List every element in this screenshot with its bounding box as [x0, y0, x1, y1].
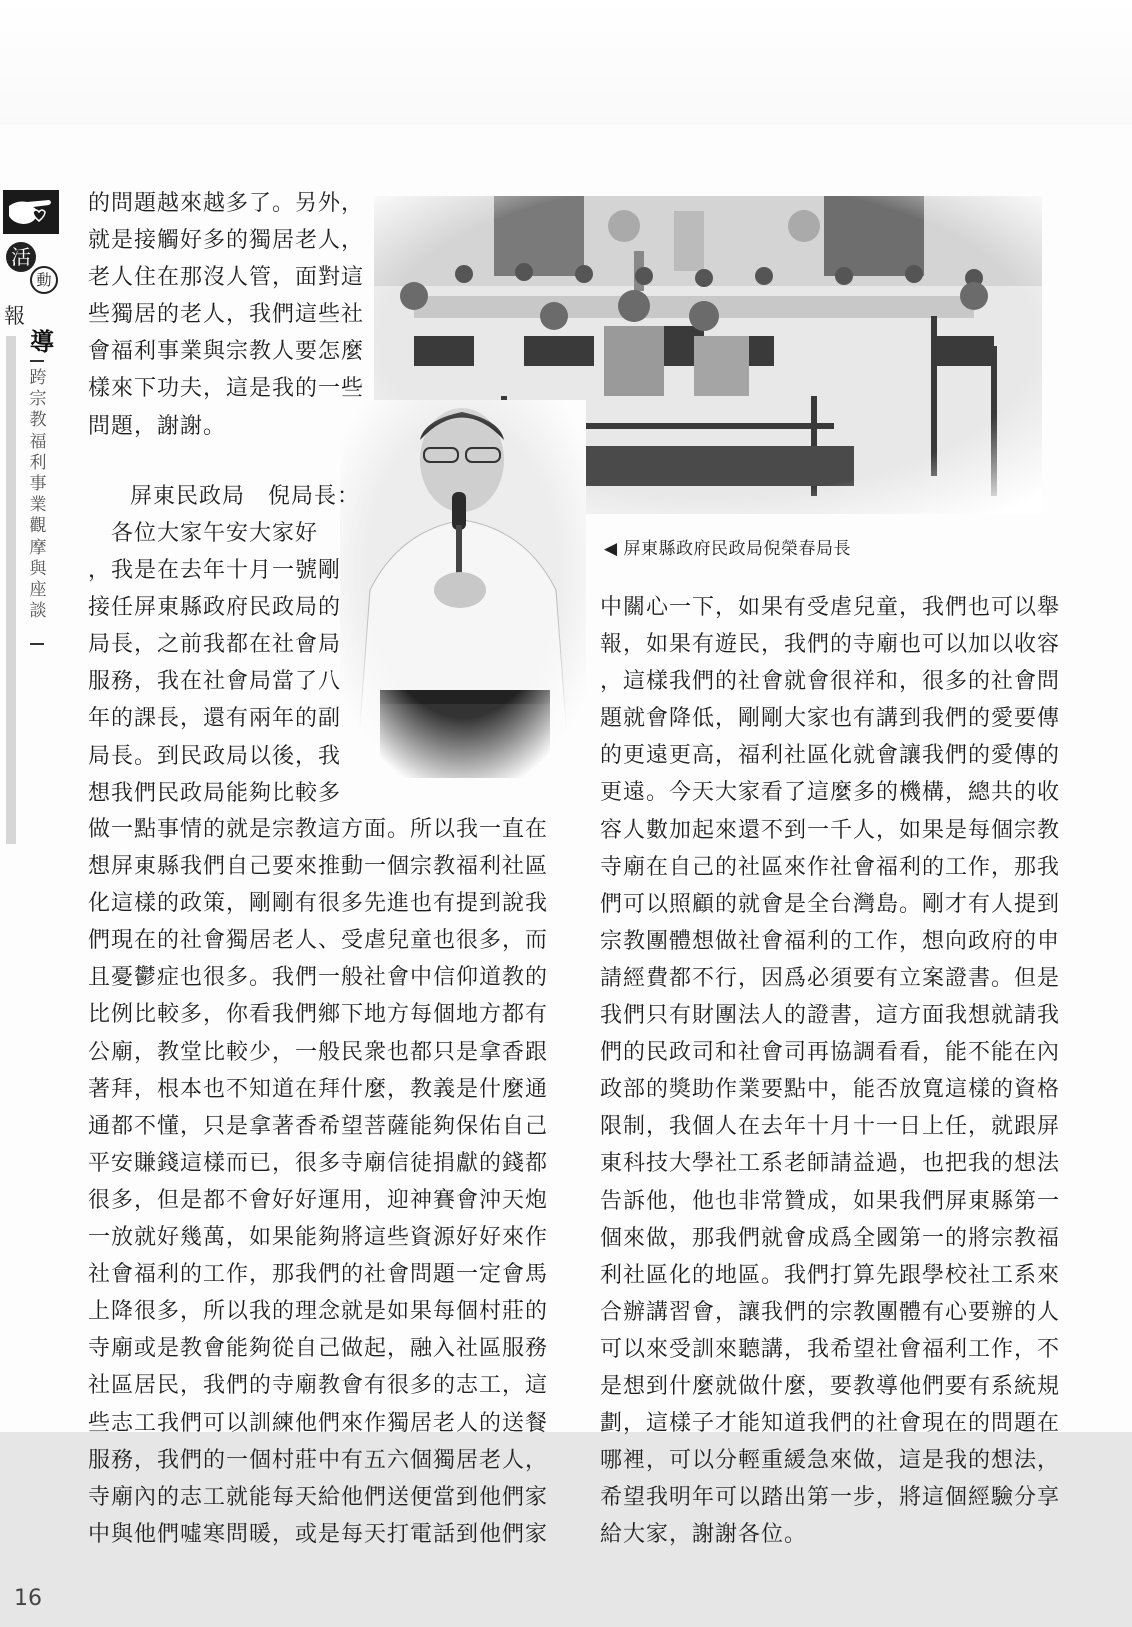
sidebar-rule-bottom	[30, 643, 44, 645]
sidebar-rule-top	[30, 360, 44, 362]
speaker-heading: 屏東民政局 倪局長：	[130, 484, 361, 509]
left-column-body: 做一點事情的就是宗教這方面。所以我一直在 想屏東縣我們自己要來推動一個宗教福利社區 化這樣的政策，剛剛有很多先進也有提到說我 們現在的社會獨居老人、受虐兒童也很多，而 且憂鬱症也很多。我們一般社會中信仰道教的 比例比較多，你看我們鄉下地方每個地方都有 公廟，教堂比較少，一般民衆也都只是拿香跟 著拜，根本也不知道在拜什麼，教義是什麼通 通都不懂，只是拿著香希望菩薩能夠保佑自己 平安賺錢這樣而已，很多寺廟信徒捐獻的錢都 很多，但是都不會好好運用，迎神賽會沖天炮 一放就好幾萬，如果能夠將這些資源好好來作 社會福利的工作，那我們的社會問題一定會馬 上降很多，所以我的理念就是如果每個村莊的 寺廟或是教會能夠從自己做起，融入社區服務 社區居民，我們的寺廟教會有很多的志工，這 些志工我們可以訓練他們來作獨居老人的送餐 服務，我們的一個村莊中有五六個獨居老人， 寺廟內的志工就能每天給他們送便當到他們家 中與他們噓寒問暖，或是每天打電話到他們家	[88, 817, 549, 1547]
photo-caption: ◀ 屏東縣政府民政局倪榮春局長	[604, 539, 851, 559]
section-char-dao: 導	[30, 328, 54, 356]
section-char-huo: 活	[6, 242, 36, 272]
speaker-photo	[340, 400, 586, 778]
speaker-opening: 各位大家午安大家好 ，我是在去年十月一號剛 接任屏東縣政府民政局的 局長，之前我都在社會局 服務，我在社會局當了八 年的課長，還有兩年的副 局長。到民政局以後，我 想我們民政局能夠比較多	[88, 521, 342, 806]
section-char-dong: 動	[30, 266, 58, 294]
hand-heart-logo-icon	[3, 190, 59, 234]
section-title-vertical: 跨宗教福利事業觀摩與座談	[29, 368, 47, 622]
section-sidebar	[0, 190, 62, 660]
section-char-bao: 報	[4, 304, 25, 328]
intro-paragraph: 的問題越來越多了。另外， 就是接觸好多的獨居老人， 老人住在那沒人管，面對這 些獨居的老人，我們這些社 會福利事業與宗教人要怎麼 樣來下功夫，這是我的一些 問題，謝謝。	[88, 191, 365, 439]
sidebar-gray-bar	[6, 336, 16, 844]
page-top-margin	[0, 0, 1132, 125]
right-column-body: 中關心一下，如果有受虐兒童，我們也可以舉 報，如果有遊民，我們的寺廟也可以加以收容 ，這樣我們的社會就會很祥和，很多的社會問 題就會降低，剛剛大家也有講到我們的愛要傳 的更遠更高，福利社區化就會讓我們的愛傳的 更遠。今天大家看了這麼多的機構，總共的收 容人數加起來還不到一千人，如果是每個宗教 寺廟在自己的社區來作社會福利的工作，那我 們可以照顧的就會是全台灣島。剛才有人提到 宗教團體想做社會福利的工作，想向政府的申 請經費都不行，因爲必須要有立案證書。但是 我們只有財團法人的證書，這方面我想就請我 們的民政司和社會司再協調看看，能不能在內 政部的獎助作業要點中，能否放寬這樣的資格 限制，我個人在去年十月十一日上任，就跟屏 東科技大學社工系老師請益過，也把我的想法 告訴他，他也非常贊成，如果我們屏東縣第一 個來做，那我們就會成爲全國第一的將宗教福 利社區化的地區。我們打算先跟學校社工系來 合辦講習會，讓我們的宗教團體有心要辦的人 可以來受訓來聽講，我希望社會福利工作，不 是想到什麼就做什麼，要教導他們要有系統規 劃，這樣子才能知道我們的社會現在的問題在 哪裡，可以分輕重緩急來做，這是我的想法， 希望我明年可以踏出第一步，將這個經驗分享 給大家，謝謝各位。	[600, 595, 1061, 1548]
page-number: 16	[14, 1586, 42, 1611]
